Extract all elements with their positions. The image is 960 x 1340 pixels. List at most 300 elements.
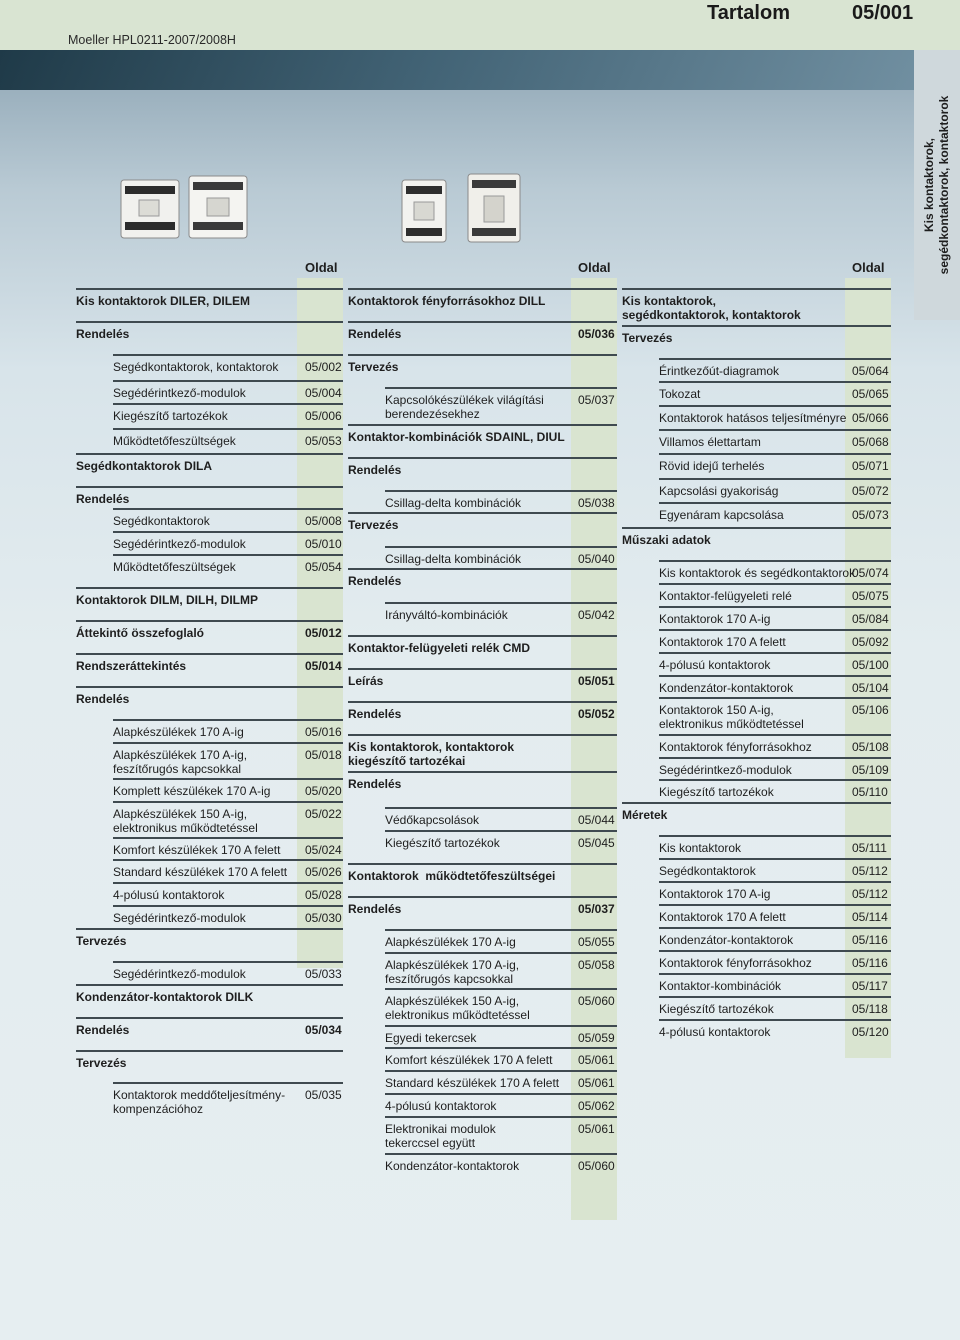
toc-page-number: 05/084 bbox=[852, 612, 889, 626]
toc-heading-text: Rendelés bbox=[76, 327, 130, 341]
toc-page-number: 05/040 bbox=[578, 552, 615, 566]
toc-heading bbox=[76, 659, 343, 673]
toc-page-number: 05/073 bbox=[852, 508, 889, 522]
toc-heading-text: Rendelés bbox=[348, 327, 402, 341]
oldal-label-col1: Oldal bbox=[305, 260, 338, 275]
toc-heading-text: Rendszeráttekintés bbox=[76, 659, 187, 673]
toc-page-number: 05/059 bbox=[578, 1031, 615, 1045]
toc-entry bbox=[659, 887, 891, 901]
toc-entry-text: Kis kontaktorok és segédkontaktorok bbox=[659, 566, 856, 580]
toc-entry-text: Alapkészülékek 150 A-ig, elektronikus működtetéssel bbox=[113, 807, 258, 835]
toc-rule bbox=[76, 321, 343, 323]
toc-rule bbox=[659, 734, 891, 736]
toc-page-number: 05/008 bbox=[305, 514, 342, 528]
toc-heading-text: Leírás bbox=[348, 674, 384, 688]
toc-page-number: 05/020 bbox=[305, 784, 342, 798]
toc-entry bbox=[385, 1053, 617, 1067]
toc-entry-text: Komplett készülékek 170 A-ig bbox=[113, 784, 271, 798]
toc-entry bbox=[385, 958, 617, 986]
toc-page-number: 05/110 bbox=[852, 785, 888, 799]
toc-rule bbox=[385, 490, 617, 492]
toc-page-number: 05/072 bbox=[852, 484, 889, 498]
toc-heading bbox=[76, 593, 343, 607]
toc-rule bbox=[348, 568, 617, 570]
toc-rule bbox=[113, 403, 343, 405]
toc-page-number: 05/060 bbox=[578, 1159, 615, 1173]
toc-rule bbox=[348, 424, 617, 426]
toc-rule bbox=[659, 996, 891, 998]
contactor-3 bbox=[402, 180, 446, 242]
toc-heading bbox=[348, 641, 617, 655]
toc-entry bbox=[113, 865, 343, 879]
toc-rule bbox=[348, 288, 617, 290]
toc-heading bbox=[622, 808, 891, 822]
toc-entry-text: Segédérintkező-modulok bbox=[113, 911, 246, 925]
toc-rule bbox=[76, 1017, 343, 1019]
toc-heading bbox=[348, 740, 617, 768]
toc-entry bbox=[113, 514, 343, 528]
toc-page-number: 05/061 bbox=[578, 1053, 615, 1067]
toc-rule bbox=[385, 807, 617, 809]
toc-rule bbox=[385, 546, 617, 548]
toc-rule bbox=[659, 405, 891, 407]
toc-heading-text: Kontaktor-kombinációk SDAINL, DIUL bbox=[348, 430, 565, 444]
toc-page-number: 05/018 bbox=[305, 748, 342, 762]
toc-entry bbox=[659, 864, 891, 878]
toc-entry bbox=[659, 740, 891, 754]
toc-page-number: 05/106 bbox=[852, 703, 889, 717]
toc-entry-text: Védőkapcsolások bbox=[385, 813, 480, 827]
toc-entry bbox=[659, 703, 891, 731]
toc-heading-text: Segédkontaktorok DILA bbox=[76, 459, 213, 473]
toc-heading bbox=[348, 674, 617, 688]
toc-entry-text: Kontaktorok 170 A felett bbox=[659, 910, 786, 924]
toc-page-number: 05/006 bbox=[305, 409, 342, 423]
toc-entry-text: Kontaktorok fényforrásokhoz bbox=[659, 956, 812, 970]
toc-entry-text: Komfort készülékek 170 A felett bbox=[385, 1053, 553, 1067]
toc-rule bbox=[113, 719, 343, 721]
toc-rule bbox=[113, 380, 343, 382]
toc-heading-text: Kontaktorok működtetőfeszültségei bbox=[348, 869, 556, 883]
toc-page-number: 05/074 bbox=[852, 566, 889, 580]
toc-heading-text: Rendelés bbox=[348, 574, 402, 588]
toc-rule bbox=[76, 587, 343, 589]
toc-entry bbox=[113, 1088, 343, 1116]
toc-entry-text: Segédkontaktorok, kontaktorok bbox=[113, 360, 279, 374]
toc-rule bbox=[113, 801, 343, 803]
toc-rule bbox=[385, 1070, 617, 1072]
toc-entry bbox=[659, 364, 891, 378]
toc-page-number: 05/016 bbox=[305, 725, 342, 739]
toc-heading bbox=[622, 533, 891, 547]
toc-heading bbox=[76, 1023, 343, 1037]
toc-page-number: 05/054 bbox=[305, 560, 342, 574]
toc-page-number: 05/014 bbox=[305, 659, 342, 673]
toc-page-number: 05/061 bbox=[578, 1122, 615, 1136]
toc-heading bbox=[348, 518, 617, 532]
toc-rule bbox=[659, 560, 891, 562]
toc-rule bbox=[113, 882, 343, 884]
toc-entry-text: Kondenzátor-kontaktorok bbox=[659, 681, 794, 695]
toc-entry bbox=[385, 608, 617, 622]
toc-entry-text: Komfort készülékek 170 A felett bbox=[113, 843, 281, 857]
toc-entry bbox=[659, 484, 891, 498]
toc-heading-text: Műszaki adatok bbox=[622, 533, 711, 547]
toc-page-number: 05/033 bbox=[305, 967, 342, 981]
toc-entry bbox=[659, 1025, 891, 1039]
toc-page-number: 05/010 bbox=[305, 537, 342, 551]
toc-entry-text: Kontaktor-felügyeleti relé bbox=[659, 589, 792, 603]
toc-heading-text: Rendelés bbox=[348, 463, 402, 477]
toc-rule bbox=[659, 835, 891, 837]
contactor-4 bbox=[468, 174, 520, 242]
toc-page-number: 05/117 bbox=[852, 979, 888, 993]
toc-rule bbox=[659, 779, 891, 781]
toc-page-number: 05/120 bbox=[852, 1025, 889, 1039]
toc-rule bbox=[659, 606, 891, 608]
toc-rule bbox=[76, 686, 343, 688]
toc-page-number: 05/062 bbox=[578, 1099, 615, 1113]
toc-entry bbox=[659, 508, 891, 522]
toc-entry-text: Segédérintkező-modulok bbox=[113, 967, 246, 981]
toc-entry bbox=[113, 537, 343, 551]
toc-heading bbox=[76, 990, 343, 1004]
toc-page-number: 05/109 bbox=[852, 763, 889, 777]
toc-rule bbox=[622, 288, 891, 290]
toc-entry-text: Alapkészülékek 170 A-ig bbox=[113, 725, 244, 739]
toc-rule bbox=[348, 321, 617, 323]
toc-entry-text: Kapcsolási gyakoriság bbox=[659, 484, 779, 498]
toc-rule bbox=[622, 802, 891, 804]
toc-entry-text: Villamos élettartam bbox=[659, 435, 761, 449]
toc-rule bbox=[385, 602, 617, 604]
toc-page-number: 05/058 bbox=[578, 958, 615, 972]
toc-heading-text: Rendelés bbox=[348, 707, 402, 721]
toc-rule bbox=[385, 1025, 617, 1027]
toc-entry-text: 4-pólusú kontaktorok bbox=[113, 888, 225, 902]
toc-entry-text: Alapkészülékek 170 A-ig bbox=[385, 935, 516, 949]
toc-entry-text: Kontaktorok 150 A-ig, elektronikus működtetéssel bbox=[659, 703, 804, 731]
toc-page-number: 05/075 bbox=[852, 589, 889, 603]
toc-heading bbox=[76, 459, 343, 473]
toc-page-number: 05/060 bbox=[578, 994, 615, 1008]
toc-entry-text: Kontaktorok hatásos teljesítményre bbox=[659, 411, 847, 425]
toc-entry-text: Standard készülékek 170 A felett bbox=[385, 1076, 560, 1090]
toc-page-number: 05/034 bbox=[305, 1023, 342, 1037]
toc-rule bbox=[659, 453, 891, 455]
toc-rule bbox=[659, 652, 891, 654]
toc-entry-text: Egyenáram kapcsolása bbox=[659, 508, 784, 522]
toc-entry bbox=[385, 935, 617, 949]
toc-entry bbox=[659, 956, 891, 970]
toc-heading-text: Rendelés bbox=[348, 777, 402, 791]
toc-rule bbox=[659, 675, 891, 677]
toc-rule bbox=[659, 429, 891, 431]
toc-rule bbox=[113, 905, 343, 907]
toc-entry bbox=[385, 1031, 617, 1045]
toc-heading-text: Rendelés bbox=[76, 1023, 130, 1037]
toc-page-number: 05/111 bbox=[852, 841, 887, 855]
toc-entry bbox=[113, 748, 343, 776]
toc-heading-text: Rendelés bbox=[76, 492, 130, 506]
toc-entry-text: Segédérintkező-modulok bbox=[113, 386, 246, 400]
toc-entry bbox=[659, 411, 891, 425]
page-title: Tartalom bbox=[707, 2, 790, 24]
toc-rule bbox=[113, 354, 343, 356]
toc-page-number: 05/024 bbox=[305, 843, 342, 857]
toc-heading bbox=[76, 294, 343, 308]
toc-heading bbox=[348, 294, 617, 308]
toc-heading bbox=[348, 430, 617, 444]
toc-rule bbox=[348, 896, 617, 898]
toc-entry bbox=[659, 658, 891, 672]
toc-page-number: 05/045 bbox=[578, 836, 615, 850]
toc-entry bbox=[659, 979, 891, 993]
toc-heading bbox=[622, 294, 891, 322]
toc-heading bbox=[622, 331, 891, 345]
toc-entry bbox=[659, 566, 891, 580]
toc-entry bbox=[659, 387, 891, 401]
toc-entry bbox=[385, 496, 617, 510]
toc-rule bbox=[76, 984, 343, 986]
toc-entry bbox=[113, 386, 343, 400]
toc-entry bbox=[113, 560, 343, 574]
toc-rule bbox=[659, 973, 891, 975]
toc-entry-text: Alapkészülékek 170 A-ig, feszítőrugós kapcsokkal bbox=[385, 958, 520, 986]
toc-entry bbox=[385, 1076, 617, 1090]
toc-page-number: 05/114 bbox=[852, 910, 888, 924]
toc-entry-text: Működtetőfeszültségek bbox=[113, 434, 236, 448]
toc-entry-text: Kontaktorok 170 A-ig bbox=[659, 887, 771, 901]
toc-page-number: 05/004 bbox=[305, 386, 342, 400]
toc-page-number: 05/064 bbox=[852, 364, 889, 378]
toc-entry bbox=[385, 813, 617, 827]
toc-entry bbox=[113, 967, 343, 981]
toc-entry-text: Kontaktorok fényforrásokhoz bbox=[659, 740, 812, 754]
toc-entry-text: Egyedi tekercsek bbox=[385, 1031, 477, 1045]
toc-rule bbox=[385, 1116, 617, 1118]
toc-page-number: 05/066 bbox=[852, 411, 889, 425]
toc-entry bbox=[113, 360, 343, 374]
toc-entry bbox=[659, 612, 891, 626]
contactor-1 bbox=[121, 180, 179, 238]
toc-entry-text: Alapkészülékek 170 A-ig, feszítőrugós kapcsokkal bbox=[113, 748, 248, 776]
toc-entry bbox=[659, 681, 891, 695]
toc-entry-text: Segédkontaktorok bbox=[113, 514, 210, 528]
toc-heading-text: Kontaktorok fényforrásokhoz DILL bbox=[348, 294, 546, 308]
toc-rule bbox=[348, 354, 617, 356]
toc-entry bbox=[113, 888, 343, 902]
toc-rule bbox=[659, 950, 891, 952]
toc-heading bbox=[348, 869, 617, 883]
toc-rule bbox=[385, 1093, 617, 1095]
toc-entry-text: Elektronikai modulok tekerccsel együtt bbox=[385, 1122, 496, 1150]
catalog-subtitle: Moeller HPL0211-2007/2008H bbox=[68, 33, 236, 47]
toc-rule bbox=[113, 859, 343, 861]
toc-entry-text: Segédérintkező-modulok bbox=[113, 537, 246, 551]
toc-page-number: 05/037 bbox=[578, 393, 615, 407]
toc-rule bbox=[113, 428, 343, 430]
toc-entry bbox=[113, 784, 343, 798]
oldal-label-col3: Oldal bbox=[852, 260, 885, 275]
toc-heading-text: Kontaktorok DILM, DILH, DILMP bbox=[76, 593, 258, 607]
toc-heading bbox=[348, 360, 617, 374]
toc-page-number: 05/035 bbox=[305, 1088, 342, 1102]
toc-entry bbox=[385, 393, 617, 421]
toc-rule bbox=[76, 928, 343, 930]
toc-rule bbox=[659, 881, 891, 883]
toc-rule bbox=[348, 701, 617, 703]
toc-rule bbox=[659, 502, 891, 504]
toc-entry bbox=[113, 843, 343, 857]
toc-entry bbox=[385, 1099, 617, 1113]
toc-page-number: 05/065 bbox=[852, 387, 889, 401]
toc-page-number: 05/053 bbox=[305, 434, 342, 448]
toc-page-number: 05/028 bbox=[305, 888, 342, 902]
toc-entry bbox=[113, 725, 343, 739]
toc-rule bbox=[659, 358, 891, 360]
toc-page-number: 05/068 bbox=[852, 435, 889, 449]
toc-entry bbox=[385, 1159, 617, 1173]
toc-rule bbox=[76, 486, 343, 488]
toc-entry bbox=[659, 910, 891, 924]
toc-entry bbox=[659, 763, 891, 777]
toc-page-number: 05/118 bbox=[852, 1002, 888, 1016]
toc-entry bbox=[113, 409, 343, 423]
toc-page-number: 05/012 bbox=[305, 626, 342, 640]
toc-page-number: 05/104 bbox=[852, 681, 889, 695]
toc-page-number: 05/036 bbox=[578, 327, 615, 341]
toc-entry bbox=[385, 552, 617, 566]
toc-entry-text: Érintkezőút-diagramok bbox=[659, 364, 780, 378]
toc-entry bbox=[659, 589, 891, 603]
side-tab-line1: Kis kontaktorok, bbox=[922, 137, 936, 233]
toc-entry-text: Kontaktor-kombinációk bbox=[659, 979, 782, 993]
toc-rule bbox=[113, 742, 343, 744]
toc-heading bbox=[76, 692, 343, 706]
product-image-small-contactors bbox=[115, 172, 255, 242]
toc-rule bbox=[113, 508, 343, 510]
toc-entry-text: Segédkontaktorok bbox=[659, 864, 756, 878]
toc-rule bbox=[385, 988, 617, 990]
toc-heading-text: Tervezés bbox=[348, 360, 399, 374]
toc-entry-text: Kis kontaktorok bbox=[659, 841, 742, 855]
toc-heading-text: Rendelés bbox=[76, 692, 130, 706]
toc-heading bbox=[76, 626, 343, 640]
toc-entry-text: 4-pólusú kontaktorok bbox=[659, 1025, 771, 1039]
product-image-contactors bbox=[398, 172, 528, 244]
toc-page-number: 05/030 bbox=[305, 911, 342, 925]
toc-rule bbox=[348, 668, 617, 670]
toc-entry-text: Tokozat bbox=[659, 387, 701, 401]
toc-rule bbox=[659, 697, 891, 699]
toc-page-number: 05/044 bbox=[578, 813, 615, 827]
toc-heading bbox=[76, 492, 343, 506]
toc-heading-text: Kondenzátor-kontaktorok DILK bbox=[76, 990, 254, 1004]
toc-entry bbox=[659, 1002, 891, 1016]
toc-rule bbox=[113, 837, 343, 839]
toc-page-number: 05/100 bbox=[852, 658, 889, 672]
toc-entry bbox=[659, 435, 891, 449]
toc-page-number: 05/116 bbox=[852, 933, 888, 947]
toc-page-number: 05/052 bbox=[578, 707, 615, 721]
toc-rule bbox=[76, 1050, 343, 1052]
toc-entry-text: Kontaktorok 170 A felett bbox=[659, 635, 786, 649]
toc-heading bbox=[348, 574, 617, 588]
toc-entry-text: 4-pólusú kontaktorok bbox=[659, 658, 771, 672]
toc-heading bbox=[348, 463, 617, 477]
toc-entry-text: Működtetőfeszültségek bbox=[113, 560, 236, 574]
toc-entry bbox=[659, 841, 891, 855]
toc-rule bbox=[113, 554, 343, 556]
toc-page-number: 05/108 bbox=[852, 740, 889, 754]
toc-heading bbox=[76, 327, 343, 341]
toc-entry-text: Kondenzátor-kontaktorok bbox=[659, 933, 794, 947]
toc-rule bbox=[113, 531, 343, 533]
toc-rule bbox=[113, 778, 343, 780]
toc-rule bbox=[385, 830, 617, 832]
toc-rule bbox=[348, 863, 617, 865]
toc-entry bbox=[385, 994, 617, 1022]
toc-rule bbox=[76, 620, 343, 622]
toc-page-number: 05/042 bbox=[578, 608, 615, 622]
toc-entry bbox=[113, 807, 343, 835]
toc-rule bbox=[113, 1082, 343, 1084]
toc-rule bbox=[385, 952, 617, 954]
toc-page-number: 05/112 bbox=[852, 887, 888, 901]
toc-heading-text: Tervezés bbox=[348, 518, 399, 532]
toc-rule bbox=[659, 757, 891, 759]
toc-page-number: 05/051 bbox=[578, 674, 615, 688]
toc-heading bbox=[348, 777, 617, 791]
toc-rule bbox=[659, 927, 891, 929]
toc-heading-text: Tervezés bbox=[622, 331, 673, 345]
toc-page-number: 05/022 bbox=[305, 807, 342, 821]
toc-entry-text: Csillag-delta kombinációk bbox=[385, 496, 522, 510]
toc-entry bbox=[385, 836, 617, 850]
toc-rule bbox=[348, 635, 617, 637]
toc-page-number: 05/092 bbox=[852, 635, 889, 649]
header-bar bbox=[0, 0, 960, 50]
toc-page-number: 05/071 bbox=[852, 459, 889, 473]
toc-rule bbox=[76, 288, 343, 290]
toc-rule bbox=[76, 453, 343, 455]
toc-entry-text: Kapcsolókészülékek világítási berendezésekhez bbox=[385, 393, 544, 421]
toc-page-number: 05/002 bbox=[305, 360, 342, 374]
toc-rule bbox=[659, 1019, 891, 1021]
toc-heading-text: Tervezés bbox=[76, 1056, 127, 1070]
contactor-2 bbox=[189, 176, 247, 238]
toc-entry-text: 4-pólusú kontaktorok bbox=[385, 1099, 497, 1113]
toc-rule bbox=[385, 1153, 617, 1155]
toc-rule bbox=[385, 929, 617, 931]
toc-rule bbox=[659, 381, 891, 383]
toc-heading-text: Kontaktor-felügyeleti relék CMD bbox=[348, 641, 531, 655]
toc-entry-text: Kondenzátor-kontaktorok bbox=[385, 1159, 520, 1173]
toc-rule bbox=[659, 904, 891, 906]
toc-entry-text: Standard készülékek 170 A felett bbox=[113, 865, 288, 879]
toc-heading-text: Rendelés bbox=[348, 902, 402, 916]
toc-entry bbox=[385, 1122, 617, 1150]
side-tab-line2: segédkontaktorok, kontaktorok bbox=[937, 95, 951, 275]
toc-page-number: 05/038 bbox=[578, 496, 615, 510]
toc-rule bbox=[622, 325, 891, 327]
toc-heading-text: Kis kontaktorok, segédkontaktorok, kontaktorok bbox=[622, 294, 801, 322]
toc-heading-text: Kis kontaktorok, kontaktorok kiegészítő tartozékai bbox=[348, 740, 515, 768]
toc-entry-text: Rövid idejű terhelés bbox=[659, 459, 765, 473]
toc-rule bbox=[385, 387, 617, 389]
toc-entry-text: Kiegészítő tartozékok bbox=[113, 409, 228, 423]
